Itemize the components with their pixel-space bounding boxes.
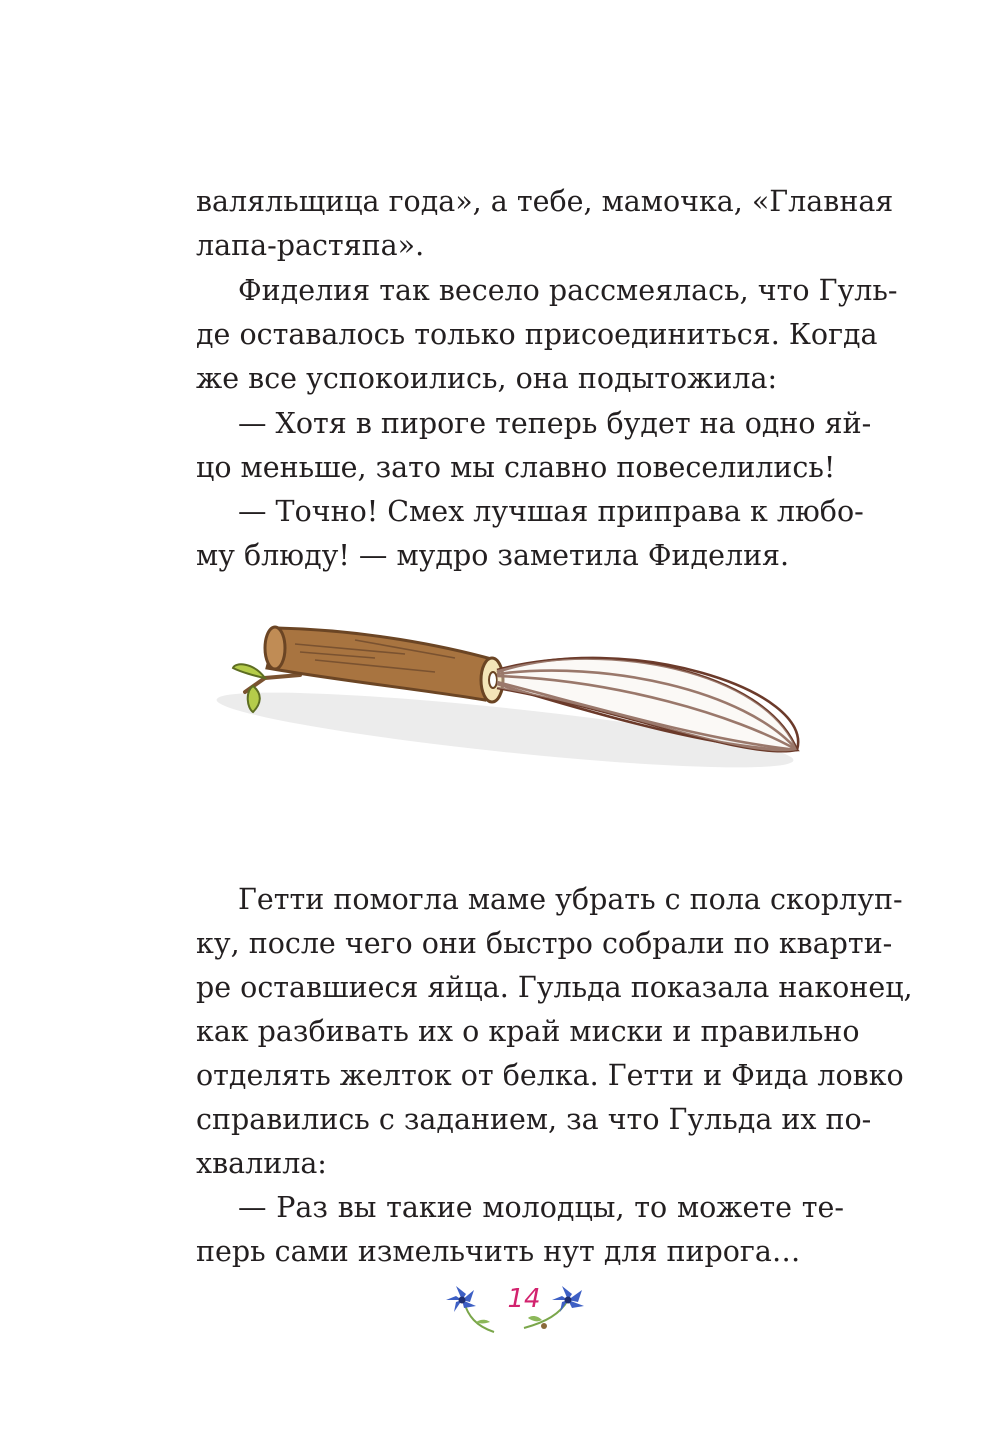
- text-line: Фиделия так весело рассмеялась, что Гуль-: [238, 274, 898, 307]
- text-line: ре оставшиеся яйца. Гульда показала наконец,: [196, 971, 913, 1004]
- text-line: хвалила:: [196, 1147, 327, 1180]
- whisk-illustration-icon: [205, 600, 835, 800]
- text-line: как разбивать их о край миски и правильно: [196, 1015, 860, 1048]
- text-line: — Хотя в пироге теперь будет на одно яй-: [238, 407, 872, 440]
- cornflower-icon: [520, 1282, 590, 1342]
- text-line: ку, после чего они быстро собрали по кварти-: [196, 927, 893, 960]
- text-line: му блюду! — мудро заметила Фиделия.: [196, 539, 790, 572]
- page-footer: [440, 1282, 600, 1342]
- text-line: справились с заданием, за что Гульда их по-: [196, 1103, 872, 1136]
- text-line: Гетти помогла маме убрать с пола скорлуп-: [238, 883, 903, 916]
- text-line: де оставалось только присоединиться. Когда: [196, 318, 878, 351]
- text-line: отделять желток от белка. Гетти и Фида ловко: [196, 1059, 904, 1092]
- text-line: перь сами измельчить нут для пирога…: [196, 1235, 801, 1268]
- text-line: — Раз вы такие молодцы, то можете те-: [238, 1191, 844, 1224]
- text-line: же все успокоились, она подытожила:: [196, 362, 778, 395]
- text-line: валяльщица года», а тебе, мамочка, «Главная: [196, 185, 894, 218]
- text-block-bottom: [196, 878, 913, 1268]
- text-block-top: [196, 180, 898, 572]
- page-number: 14: [507, 1284, 541, 1314]
- text-line: лапа-растяпа».: [196, 229, 425, 262]
- text-line: цо меньше, зато мы славно повеселились!: [196, 451, 836, 484]
- cornflower-icon: [440, 1282, 500, 1342]
- text-line: — Точно! Смех лучшая приправа к любо-: [238, 495, 864, 528]
